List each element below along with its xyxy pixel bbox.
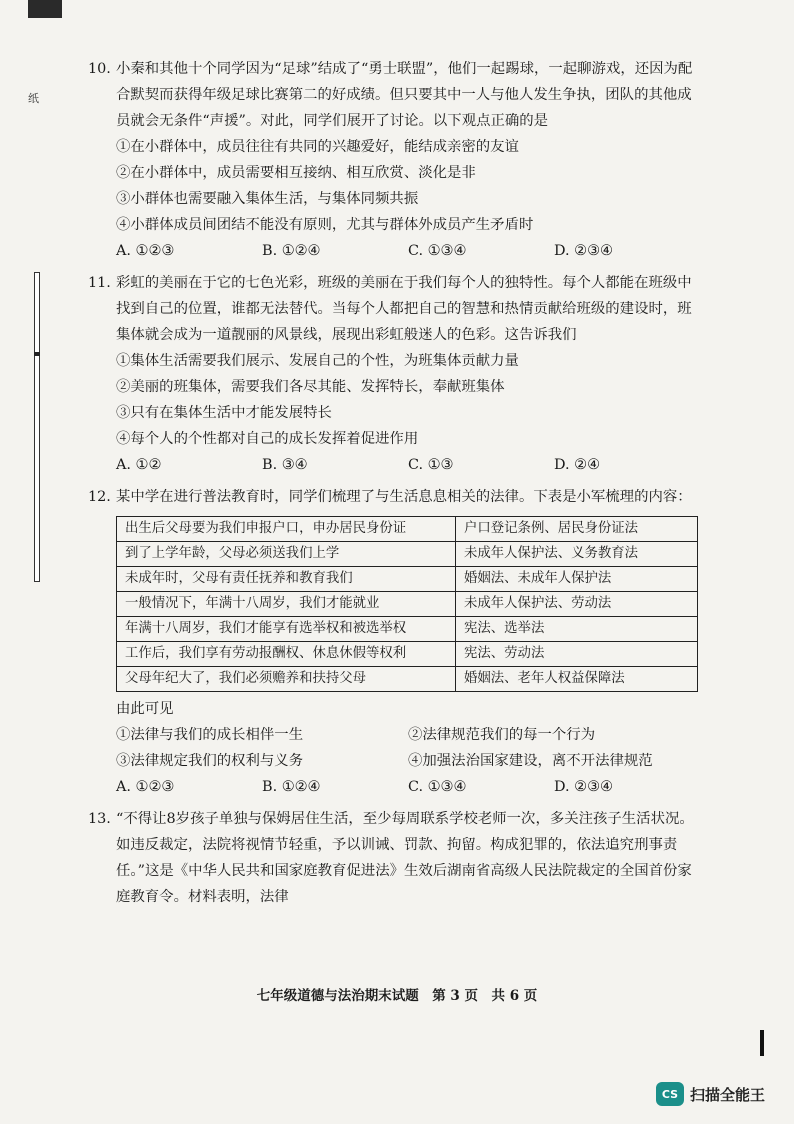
table-cell-situation: 一般情况下，年满十八周岁，我们才能就业 xyxy=(117,592,456,617)
binding-strip xyxy=(34,272,40,582)
choice-a[interactable]: A. ①②③ xyxy=(116,243,175,259)
statement-row xyxy=(88,748,700,774)
statement-option: ③小群体也需要融入集体生活，与集体同频共振 xyxy=(116,191,419,207)
table-row xyxy=(117,617,698,642)
table-cell-situation: 到了上学年龄，父母必须送我们上学 xyxy=(117,542,456,567)
margin-mark: 纸 xyxy=(28,92,39,105)
question-stem xyxy=(88,484,700,510)
statement-option: ④小群体成员间团结不能没有原则，尤其与群体外成员产生矛盾时 xyxy=(116,217,534,233)
question-12 xyxy=(88,484,700,800)
question-stem xyxy=(88,806,700,910)
statement-option: ①集体生活需要我们展示、发展自己的个性，为班集体贡献力量 xyxy=(116,353,519,369)
law-table xyxy=(116,516,698,692)
scanner-app-name: 扫描全能王 xyxy=(690,1085,766,1104)
choice-b[interactable]: B. ③④ xyxy=(262,457,308,473)
question-stem xyxy=(88,270,700,348)
question-number: 10. xyxy=(88,61,111,77)
table-row xyxy=(117,592,698,617)
statement-option: ②法律规范我们的每一个行为 xyxy=(408,727,596,743)
table-cell-law: 宪法、劳动法 xyxy=(456,642,698,667)
binding-tick xyxy=(34,352,40,356)
choice-c[interactable]: C. ①③④ xyxy=(408,779,467,795)
choice-a[interactable]: A. ①②③ xyxy=(116,779,175,795)
choice-b[interactable]: B. ①②④ xyxy=(262,243,321,259)
choice-c[interactable]: C. ①③④ xyxy=(408,243,467,259)
statement-option: ①法律与我们的成长相伴一生 xyxy=(116,727,304,743)
choice-d[interactable]: D. ②③④ xyxy=(554,243,613,259)
table-cell-law: 未成年人保护法、义务教育法 xyxy=(456,542,698,567)
table-row xyxy=(117,667,698,692)
table-row xyxy=(117,642,698,667)
table-cell-law: 未成年人保护法、劳动法 xyxy=(456,592,698,617)
table-row xyxy=(117,567,698,592)
statement-option: ①在小群体中，成员往往有共同的兴趣爱好，能结成亲密的友谊 xyxy=(116,139,519,155)
table-cell-situation: 出生后父母要为我们申报户口，申办居民身份证 xyxy=(117,517,456,542)
table-row xyxy=(117,542,698,567)
statement-option: ④每个人的个性都对自己的成长发挥着促进作用 xyxy=(116,431,419,447)
statement-row xyxy=(88,722,700,748)
question-text: 彩虹的美丽在于它的七色光彩，班级的美丽在于我们每个人的独特性。每个人都能在班级中找到自己的位置，谁都无法替代。当每个人都把自己的智慧和热情贡献给班级的建设时，班集体就会成为一道靓丽的风景线，展现出彩虹般迷人的色彩。这告诉我们 xyxy=(116,275,692,343)
answer-choices xyxy=(88,774,700,800)
statement-option: ④加强法治国家建设，离不开法律规范 xyxy=(408,753,653,769)
choice-a[interactable]: A. ①② xyxy=(116,457,162,473)
table-cell-law: 婚姻法、老年人权益保障法 xyxy=(456,667,698,692)
scanner-watermark xyxy=(656,1082,765,1106)
choice-c[interactable]: C. ①③ xyxy=(408,457,454,473)
statement-option: ②在小群体中，成员需要相互接纳、相互欣赏、淡化是非 xyxy=(116,165,476,181)
question-number: 12. xyxy=(88,489,111,505)
question-text: 某中学在进行普法教育时，同学们梳理了与生活息息相关的法律。下表是小军梳理的内容： xyxy=(116,489,692,505)
question-11 xyxy=(88,270,700,478)
question-lead: 由此可见 xyxy=(116,701,174,717)
table-cell-law: 婚姻法、未成年人保护法 xyxy=(456,567,698,592)
question-stem xyxy=(88,56,700,134)
page-content xyxy=(88,56,700,914)
page-footer: 七年级道德与法治期末试题 第 3 页 共 6 页 xyxy=(256,988,538,1004)
table-cell-law: 宪法、选举法 xyxy=(456,617,698,642)
question-13 xyxy=(88,806,700,910)
question-10 xyxy=(88,56,700,264)
answer-choices xyxy=(88,238,700,264)
scan-edge-mark xyxy=(760,1030,764,1056)
statement-option: ②美丽的班集体，需要我们各尽其能、发挥特长，奉献班集体 xyxy=(116,379,505,395)
question-number: 13. xyxy=(88,811,111,827)
table-cell-situation: 工作后，我们享有劳动报酬权、休息休假等权利 xyxy=(117,642,456,667)
table-cell-situation: 年满十八周岁，我们才能享有选举权和被选举权 xyxy=(117,617,456,642)
table-cell-situation: 未成年时，父母有责任抚养和教育我们 xyxy=(117,567,456,592)
question-text: 小秦和其他十个同学因为“足球”结成了“勇士联盟”，他们一起踢球，一起聊游戏，还因为配合默契而获得年级足球比赛第二的好成绩。但只要其中一人与他人发生争执，团队的其他成员就会无条件“声援”。对此，同学们展开了讨论。以下观点正确的是 xyxy=(116,61,693,129)
table-cell-situation: 父母年纪大了，我们必须赡养和扶持父母 xyxy=(117,667,456,692)
statement-option: ③法律规定我们的权利与义务 xyxy=(116,753,304,769)
scan-edge-shadow xyxy=(28,0,62,18)
statement-option: ③只有在集体生活中才能发展特长 xyxy=(116,405,332,421)
table-cell-law: 户口登记条例、居民身份证法 xyxy=(456,517,698,542)
table-row xyxy=(117,517,698,542)
question-number: 11. xyxy=(88,275,111,291)
question-text: “不得让8岁孩子单独与保姆居住生活，至少每周联系学校老师一次，多关注孩子生活状况。如违反裁定，法院将视情节轻重，予以训诫、罚款、拘留。构成犯罪的，依法追究刑事责任。”这是《中华人民共和国家庭教育促进法》生效后湖南省高级人民法院裁定的全国首份家庭教育令。材料表明，法律 xyxy=(116,811,694,905)
choice-d[interactable]: D. ②③④ xyxy=(554,779,613,795)
answer-choices xyxy=(88,452,700,478)
choice-d[interactable]: D. ②④ xyxy=(554,457,600,473)
camscanner-logo-icon: CS xyxy=(656,1082,684,1106)
choice-b[interactable]: B. ①②④ xyxy=(262,779,321,795)
